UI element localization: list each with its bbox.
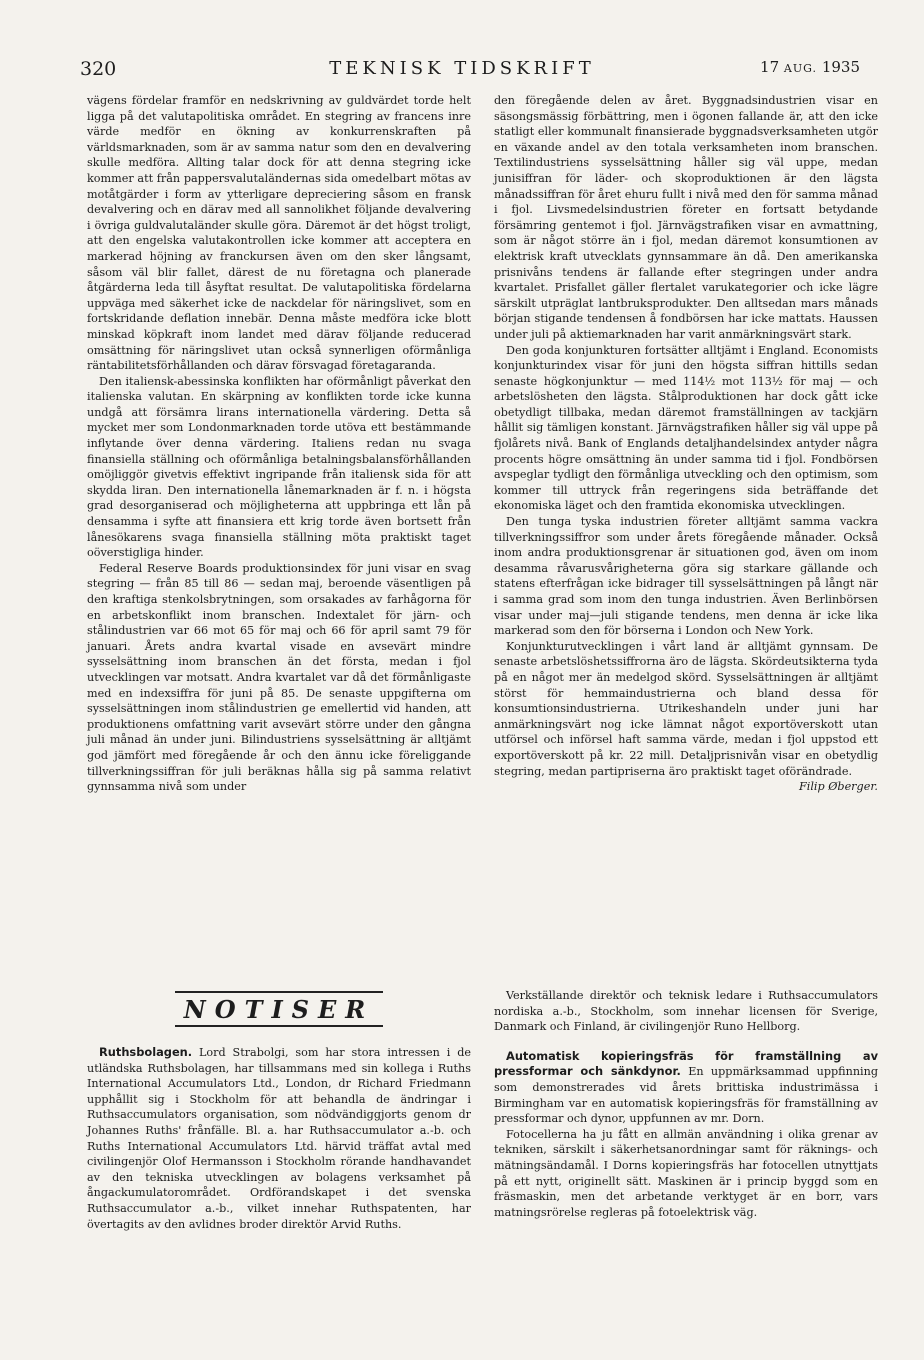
notis-kopieringsfras: Automatisk kopieringsfräs för framställning av pressformar och sänkdynor. En uppmärksammad uppfinning som demonstrerades vid årets brittiska industrimässa i Birmingham var en automatisk kopieringsfräs för framställning av pressformar och dynor, uppfunnen av mr. Dorn. — [494, 1048, 878, 1126]
article-paragraph: Den goda konjunkturen fortsätter alltjämt i England. Economists konjunkturindex visar för juni den högsta siffran hittills sedan senaste högkonjunktur — med 114½ mot 113½ för maj — och arbetslösheten den lägsta. Stålproduktionen har dock gått icke obetydligt tillbaka, medan däremot framställningen av tackjärn hållit sig tämligen konstant. Järnvägstrafiken håller sig väl uppe på fjolårets nivå. Bank of Englands detaljhandelsindex antyder några procents högre omsättning än under samma tid i fjol. Fondbörsen avspeglar tydligt den förmånliga utveckling och den optimism, som kommer till uttryck från regeringens sida beträffande det ekonomiska läget och den framtida ekonomiska utvecklingen. — [494, 343, 878, 513]
article-column-right — [494, 93, 878, 795]
issue-date: 17 AUG. 1935 — [760, 58, 860, 76]
article-paragraph: Den italiensk-abessinska konflikten har oförmånligt påverkat den italienska valutan. En skärpning av konflikten torde icke kunna undgå att försämra lirans internationella värdering. Detta så mycket mer som Londonmarknaden torde utöva ett bestämmande inflytande över denna värdering. Italiens redan nu svaga finansiella ställning och oförmånliga betalningsbalansförhållanden omöjliggör givetvis effektivt ingripande från italiensk sida för att skydda liran. Den internationella lånemarknaden är f. n. i högsta grad desorganiserad och möjligheterna att uppbringa ett lån på densamma i syfte att finansiera ett krig torde även bortsett från lånesökarens svaga finansiella ställning möta praktiskt taget oöverstigliga hinder. — [87, 374, 471, 560]
notis-title: Automatisk kopieringsfräs för framställning av pressformar och sänkdynor. — [494, 1048, 878, 1079]
author-signature: Filip Øberger. — [799, 780, 878, 794]
running-header — [0, 54, 924, 84]
notis-ruthsbolagen-continued: Verkställande direktör och teknisk ledare i Ruthsaccumulators nordiska a.-b., Stockholm, som innehar licensen för Sverige, Danmark och Finland, är civilingenjör Runo Hellborg. — [494, 989, 878, 1034]
notiser-heading: NOTISER — [183, 995, 375, 1024]
article-paragraph: den föregående delen av året. Byggnadsindustrien visar en säsongsmässig förbättring, men i ögonen fallande är, att den icke statligt eller kommunalt finansierade byggnadsverksamheten utgör en växande andel av den totala verksamheten inom branschen. Textilindustriens sysselsättning håller sig väl uppe, medan junisiffran för läder- och skoproduktionen är den lägsta månadssiffran för året ehuru fullt i nivå med den för samma månad i fjol. Livsmedelsindustrien företer en fortsatt betydande försämring gentemot i fjol. Järnvägstrafiken visar en avmattning, som är något större än i fjol, medan däremot konsumtionen av elektrisk kraft utvecklats gynnsammare än då. Den amerikanska prisnivåns tendens är fallande efter stegringen under andra kvartalet. Prisfallet gäller flertalet varukategorier och icke lägre särskilt utpräglat lantbruksprodukter. Den alltsedan mars månads början stigande tendensen å fondbörsen har icke mattats. Haussen under juli på aktiemarknaden har varit anmärkningsvärt stark. — [494, 94, 878, 341]
article-column-left — [87, 93, 471, 795]
notiser-heading-box — [175, 991, 383, 1027]
article-paragraph-final: Konjunkturutvecklingen i vårt land är alltjämt gynnsam. De senaste arbetslöshetssiffrorna äro de lägsta. Skördeutsikterna tyda på en något mer än medelgod skörd. Sysselsättningen är alltjämt störst för hemmaindustrierna och bland dessa för konsumtionsindustrierna. Utrikeshandeln under juni har anmärkningsvärt nog icke lämnat något exportöverskott utan utförsel och införsel haft samma värde, medan i fjol uppstod ett exportöverskott på kr. 22 mill. Detaljprisnivån visar en obetydlig stegring, medan partipriserna äro praktiskt taget oförändrade. Filip Øberger. — [494, 639, 878, 794]
article-paragraph: Federal Reserve Boards produktionsindex för juni visar en svag stegring — från 85 till 86 — sedan maj, beroende väsentligen på den kraftiga stenkolsbrytningen, som orsakades av farhågorna för en arbetskonflikt inom branschen. Indextalet för järn- och stålindustrien var 66 mot 65 för maj och 66 för april samt 79 för januari. Årets andra kvartal visade en avsevärt mindre sysselsättning inom branschen än det första, medan i fjol utvecklingen var motsatt. Andra kvartalet var då det förmånligaste med en indexsiffra för juni på 85. De senaste uppgifterna om sysselsättningen inom stålindustrien ge emellertid vid handen, att produktionens omfattning varit avsevärt större under den gångna juli månad än under juni. Bilindustriens sysselsättning är alltjämt god jämfört med föregående år och den ännu icke föreliggande tillverkningssiffran för juli beräknas hålla sig på samma relativt gynnsamma nivå som under — [87, 561, 471, 794]
notiser-column-right — [494, 988, 878, 1220]
notis-ruthsbolagen: Ruthsbolagen. Lord Strabolgi, som har stora intressen i de utländska Ruthsbolagen, har tillsammans med sin kollega i Ruths International Accumulators Ltd., London, dr Richard Friedmann upphållit sig i Stockholm för att behandla de ändringar i Ruthsaccumulators organisation, som nödvändiggjorts genom dr Johannes Ruths' frånfälle. Bl. a. har Ruthsaccumulator a.-b. och Ruths International Accumulators Ltd. härvid träffat avtal med civilingenjör Olof Hermansson i Stockholm rörande handhavandet av den tekniska utvecklingen av bolagens verksamhet på ångackumulatorområdet. Ordförandskapet i det svenska Ruthsaccumulator a.-b., vilket innehar Ruthspatenten, har övertagits av den avlidnes broder direktör Arvid Ruths. — [87, 1045, 472, 1231]
notiser-column-left — [87, 1045, 471, 1232]
journal-title: TEKNISK TIDSKRIFT — [329, 58, 595, 79]
notis-title: Ruthsbolagen. — [99, 1045, 193, 1059]
article-paragraph: vägens fördelar framför en nedskrivning av guldvärdet torde helt ligga på det valutapolitiska området. En stegring av francens inre värde medför en ökning av konkurrenskraften på världsmarknaden, som är av samma natur som den en devalvering skulle medföra. Allting talar dock för att denna stegring icke kommer att från pappersvalutaländernas sida omedelbart mötas av motåtgärder i form av ytterligare depreciering såsom en fransk devalvering och en därav med all sannolikhet följande devalvering i övriga guldvalutaländer skulle göra. Däremot är det högst troligt, att den engelska valutakontrollen icke kommer att acceptera en markerad höjning av franckursen även om den sker långsamt, såsom väl blir fallet, därest de nu företagna och planerade åtgärderna leda till åsyftat resultat. De valutapolitiska fördelarna uppväga med säkerhet icke de nackdelar för näringslivet, som en fortskridande deflation innebär. Denna måste medföra icke blott minskad köpkraft inom landet med därav följande reducerad omsättning för näringslivet utan också synnerligen oförmånliga räntabilitetsförhållanden och därav försvagad företagaranda. — [87, 94, 471, 373]
page-number: 320 — [80, 58, 117, 80]
article-paragraph: Fotocellerna ha ju fått en allmän användning i olika grenar av tekniken, särskilt i säkerhetsanordningar samt för räknings- och mätningsändamål. I Dorns kopieringsfräs har fotocellen utnyttjats på ett nytt, originellt sätt. Maskinen är i princip byggd som en fräsmaskin, men det arbetande verktyget är en borr, vars matningsrörelse regleras på fotoelektrisk väg. — [494, 1127, 878, 1219]
article-paragraph: Den tunga tyska industrien företer alltjämt samma vackra tillverkningssiffror som under årets föregående månader. Också inom andra produktionsgrenar är situationen god, även om inom desamma råvarusvårigheterna göra sig starkare gällande och statens efterfrågan icke bidrager till sysselsättningen på långt när i samma grad som inom den tunga industrien. Även Berlinbörsen visar under maj—juli stigande tendens, men denna är icke lika markerad som den för börserna i London och New York. — [494, 515, 878, 638]
